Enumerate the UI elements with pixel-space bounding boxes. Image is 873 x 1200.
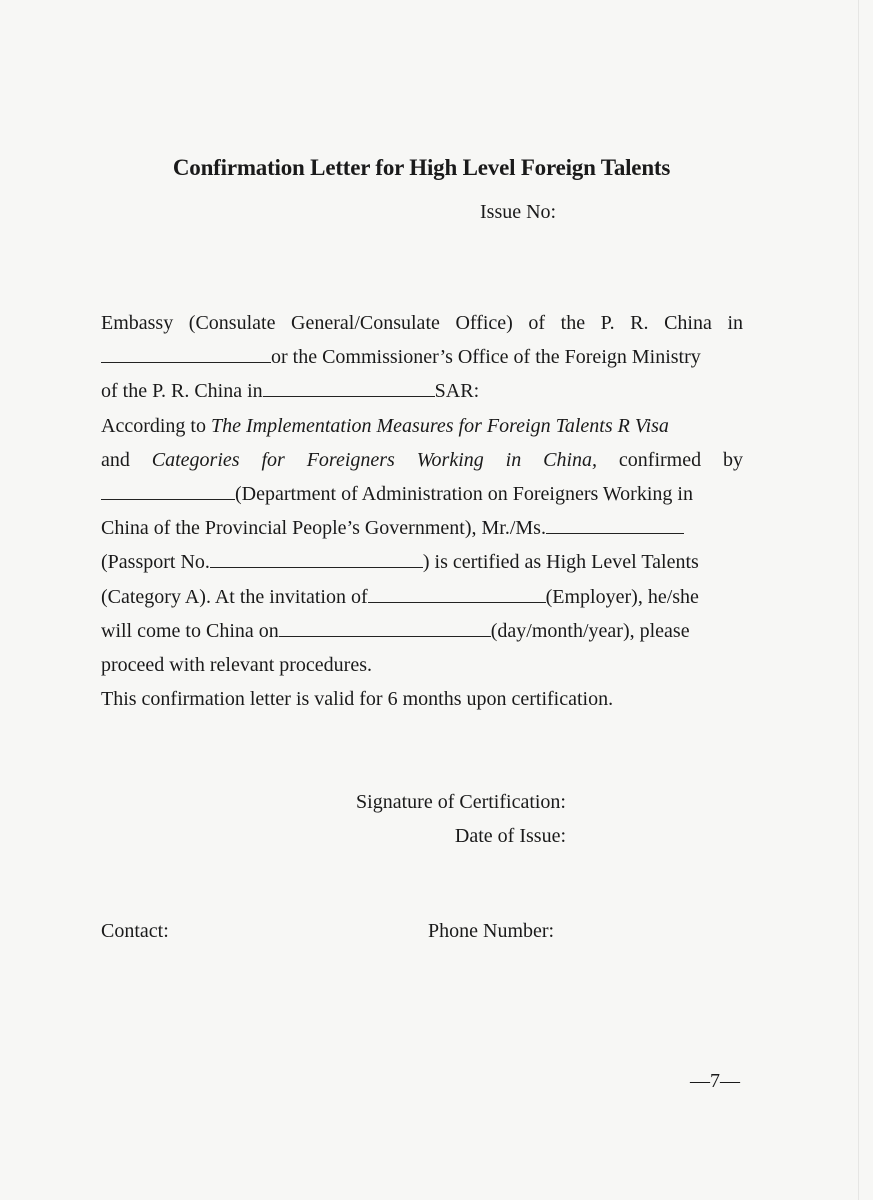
body-line-5-text: and — [101, 448, 152, 471]
body-line-6 — [101, 477, 743, 511]
document-title: Confirmation Letter for High Level Foreign Talents — [172, 155, 671, 180]
body-line-11: proceed with relevant procedures. — [101, 653, 372, 676]
measures-title: The Implementation Measures for Foreign Talents R Visa — [210, 414, 669, 437]
body-line-5 — [101, 443, 743, 477]
body-line-4-text: According to — [101, 414, 211, 437]
body-line-6-text: (Department of Administration on Foreigners Working in — [235, 482, 693, 505]
contact-label: Contact: — [101, 920, 169, 942]
scan-edge — [858, 0, 859, 1200]
page-number: —7— — [690, 1070, 740, 1092]
blank-department — [101, 481, 235, 500]
blank-name — [546, 515, 684, 534]
blank-sar — [263, 378, 435, 397]
signature-block — [342, 785, 566, 853]
body-line-8 — [101, 545, 743, 579]
body-line-2-text: or the Commissioner’s Office of the Foreign Ministry — [271, 346, 701, 369]
issue-no-label: Issue No: — [480, 201, 557, 223]
body-line-8-end: ) is certified as High Level Talents — [422, 551, 699, 574]
body-line-9-end: (Employer), he/she — [545, 585, 699, 608]
body-line-1: Embassy (Consulate General/Consulate Office) of the P. R. China in — [101, 312, 743, 334]
body-line-3-end: SAR: — [434, 380, 480, 403]
signature-label: Signature of Certification: — [356, 791, 566, 813]
phone-number-label: Phone Number: — [428, 920, 555, 942]
letter-body — [101, 306, 743, 716]
blank-location — [101, 344, 271, 363]
date-of-issue-label: Date of Issue: — [454, 825, 566, 847]
body-line-12: This confirmation letter is valid for 6 months upon certification. — [101, 688, 614, 711]
categories-title: Categories for Foreigners Working in China, — [151, 448, 598, 471]
body-line-9-text: (Category A). At the invitation of — [101, 585, 368, 608]
body-line-3 — [101, 374, 743, 408]
body-line-3-text: of the P. R. China in — [101, 380, 263, 403]
blank-passport — [210, 549, 423, 568]
blank-employer — [368, 584, 546, 603]
body-line-8-text: (Passport No. — [101, 551, 210, 574]
body-line-4 — [101, 409, 743, 443]
body-line-10 — [101, 614, 743, 648]
body-line-9 — [101, 580, 743, 614]
body-line-5-end: confirmed by — [597, 448, 743, 471]
body-line-10-text: will come to China on — [101, 619, 279, 642]
body-line-7 — [101, 511, 743, 545]
body-line-7-text: China of the Provincial People’s Government), Mr./Ms. — [101, 517, 546, 540]
body-line-10-end: (day/month/year), please — [490, 619, 690, 642]
blank-date — [279, 618, 491, 637]
body-line-2 — [101, 340, 743, 374]
